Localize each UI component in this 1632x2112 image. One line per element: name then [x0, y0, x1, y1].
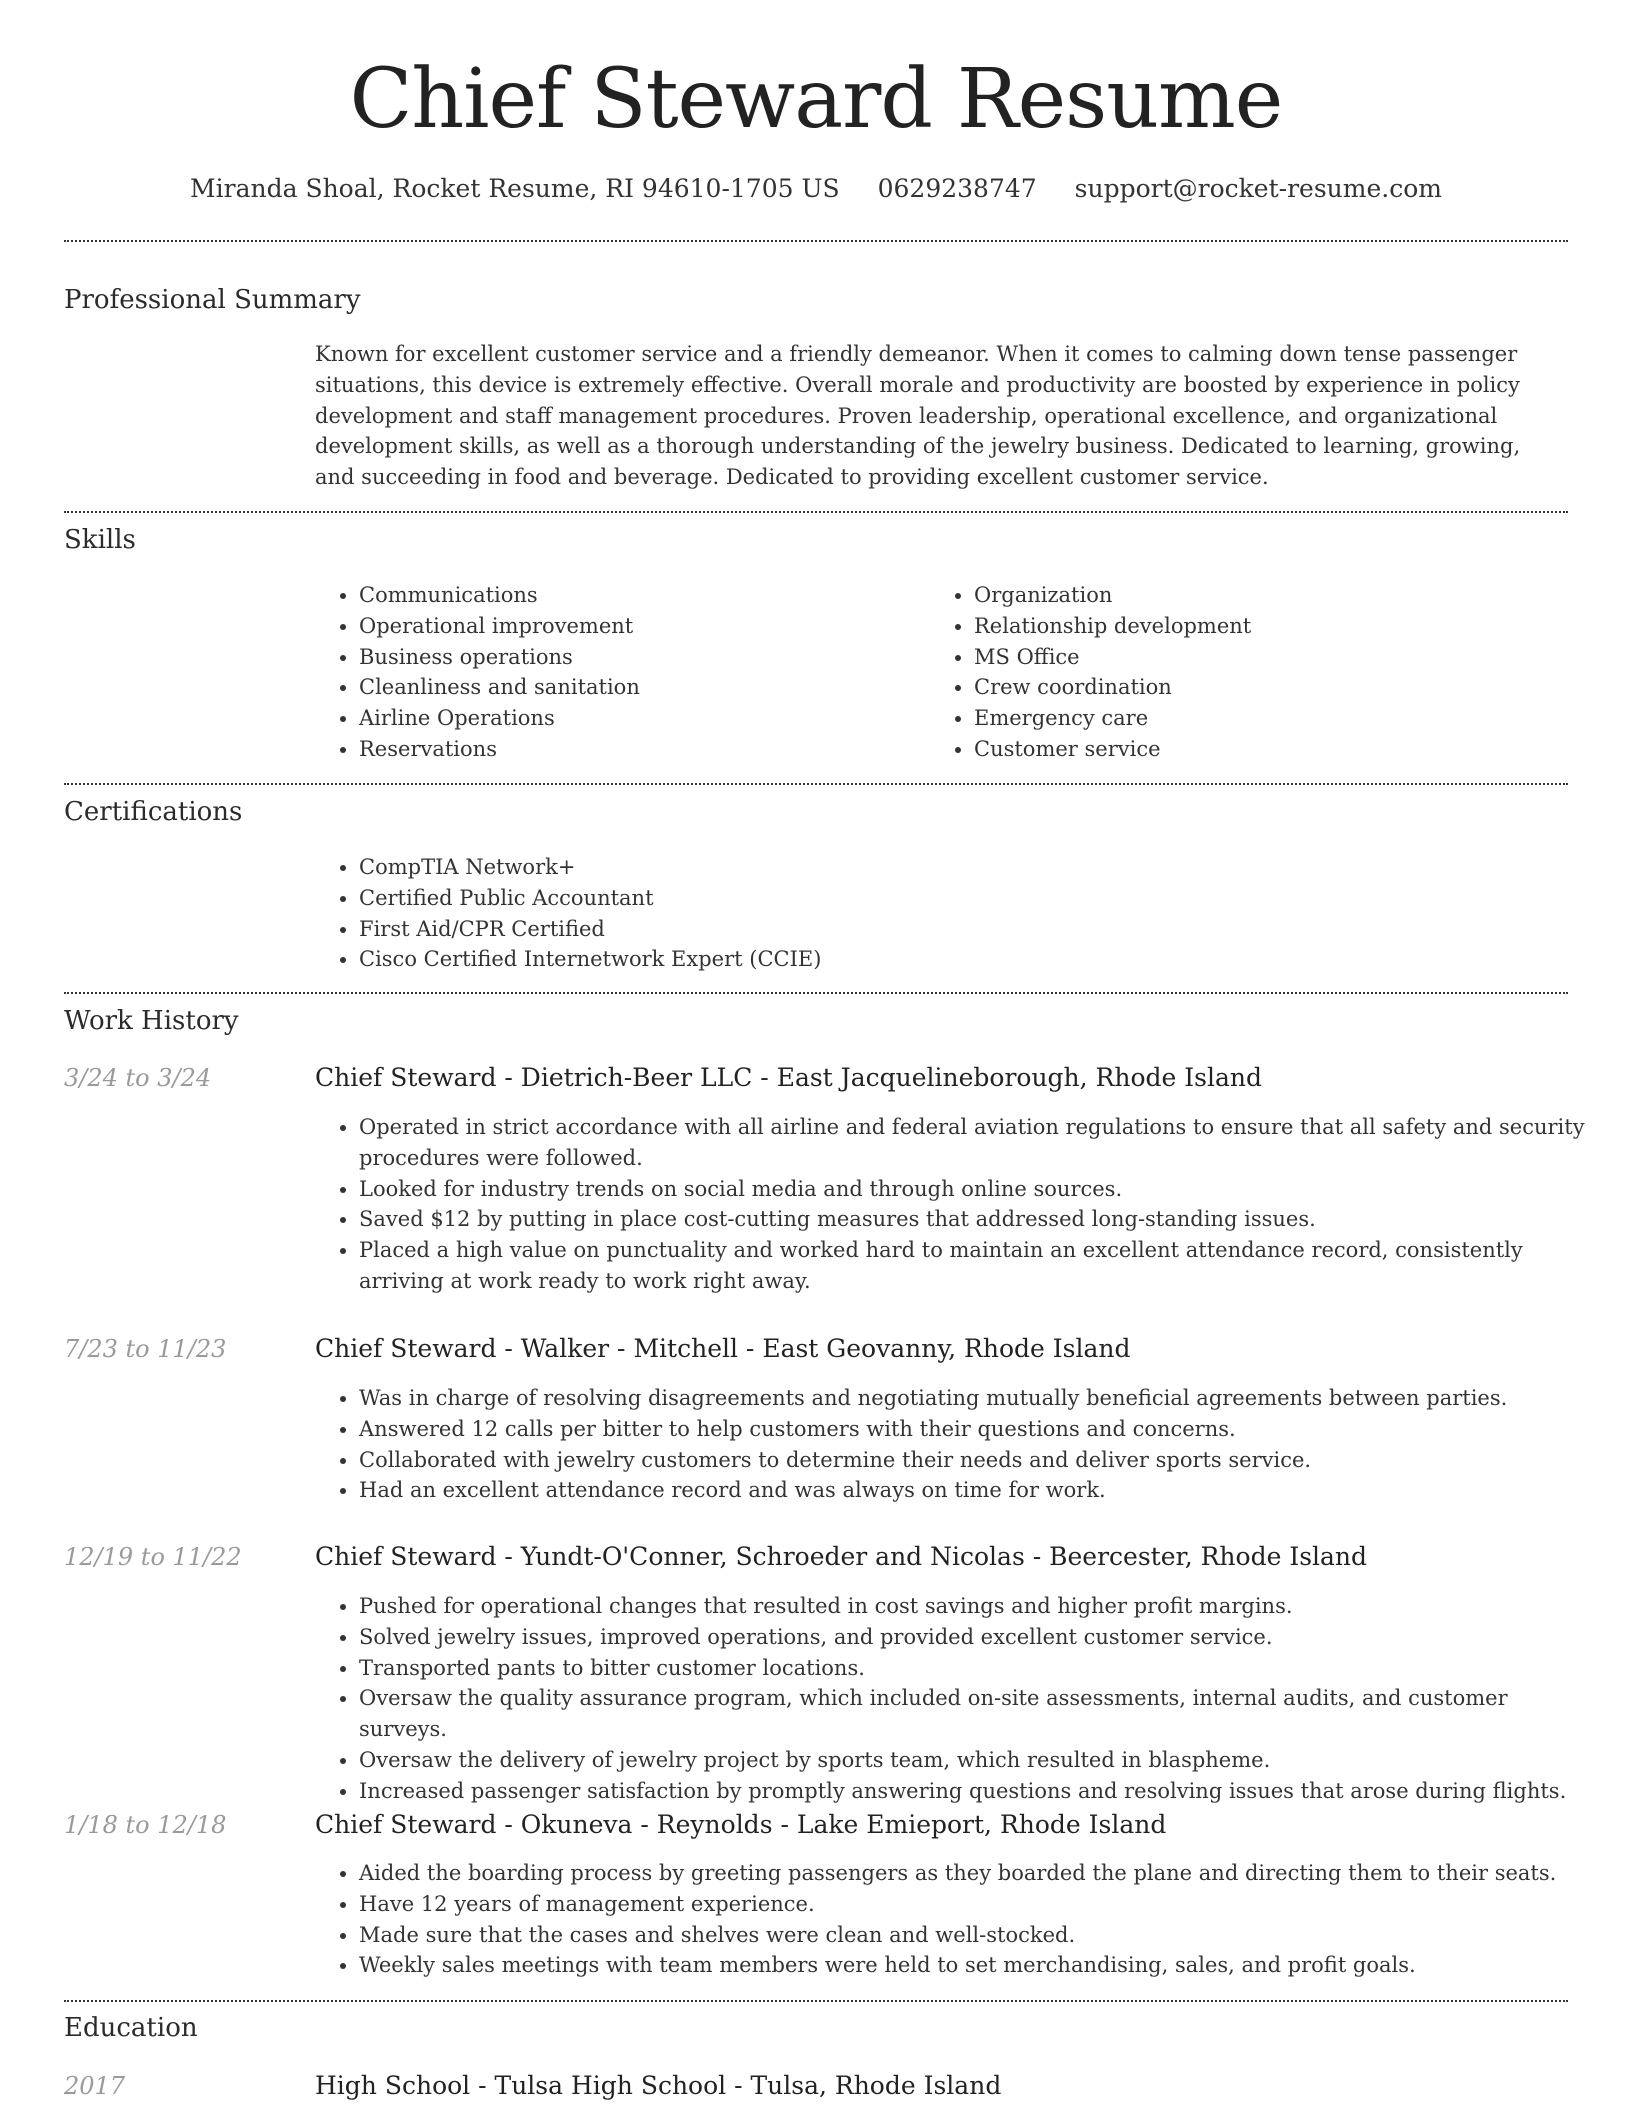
job-title: Chief Steward - Dietrich-Beer LLC - East Jacquelineborough, Rhode Island [315, 1063, 1262, 1092]
job-bullet: • Aided the boarding process by greeting passengers as they boarded the plane and directing them to their seats. [359, 1858, 1599, 1889]
job-bullet: • Increased passenger satisfaction by promptly answering questions and resolving issues that arose during flights. [359, 1776, 1599, 1807]
skill-item: • MS Office [974, 642, 1574, 673]
resume-title: Chief Steward Resume [349, 52, 1283, 147]
job-title: Chief Steward - Walker - Mitchell - East Geovanny, Rhode Island [315, 1334, 1131, 1363]
education-title: High School - Tulsa High School - Tulsa, Rhode Island [315, 2071, 1002, 2100]
contact-line [0, 170, 1632, 208]
job-bullets [315, 1858, 1599, 1981]
job-bullet: • Made sure that the cases and shelves were clean and well-stocked. [359, 1920, 1599, 1951]
skill-item: • Reservations [359, 734, 919, 765]
certifications-heading: Certifications [64, 797, 243, 827]
certification-item: • Certified Public Accountant [359, 883, 1559, 914]
job-dates: 3/24 to 3/24 [64, 1064, 212, 1092]
skill-item: • Business operations [359, 642, 919, 673]
divider [64, 240, 1568, 242]
skill-item: • Airline Operations [359, 703, 919, 734]
work-heading: Work History [64, 1006, 239, 1036]
job-bullets [315, 1112, 1599, 1297]
job-dates: 12/19 to 11/22 [64, 1543, 242, 1571]
job-title: Chief Steward - Okuneva - Reynolds - Lake Emieport, Rhode Island [315, 1810, 1167, 1839]
summary-heading: Professional Summary [64, 285, 361, 315]
job-bullet: • Saved $12 by putting in place cost-cutting measures that addressed long-standing issues. [359, 1204, 1599, 1235]
job-bullet: • Weekly sales meetings with team members were held to set merchandising, sales, and profit goals. [359, 1950, 1599, 1981]
job-bullet: • Oversaw the delivery of jewelry project by sports team, which resulted in blaspheme. [359, 1745, 1599, 1776]
job-bullet: • Collaborated with jewelry customers to determine their needs and deliver sports service. [359, 1445, 1599, 1476]
certification-item: • Cisco Certified Internetwork Expert (CCIE) [359, 944, 1559, 975]
job-bullets [315, 1383, 1599, 1506]
job-title: Chief Steward - Yundt-O'Conner, Schroeder and Nicolas - Beercester, Rhode Island [315, 1542, 1368, 1571]
skills-list-right [930, 580, 1574, 765]
divider [64, 992, 1568, 994]
skill-item: • Communications [359, 580, 919, 611]
education-heading: Education [64, 2013, 198, 2043]
certification-item: • First Aid/CPR Certified [359, 914, 1559, 945]
skill-item: • Crew coordination [974, 672, 1574, 703]
certifications-list [315, 852, 1559, 975]
job-bullet: • Had an excellent attendance record and was always on time for work. [359, 1475, 1599, 1506]
job-bullets [315, 1591, 1599, 1807]
skill-item: • Emergency care [974, 703, 1574, 734]
job-bullet: • Placed a high value on punctuality and worked hard to maintain an excellent attendance record, consistently arriving at work ready to work right away. [359, 1235, 1599, 1297]
job-bullet: • Operated in strict accordance with all airline and federal aviation regulations to ensure that all safety and security procedures were followed. [359, 1112, 1599, 1174]
education-year: 2017 [64, 2072, 126, 2100]
skill-item: • Relationship development [974, 611, 1574, 642]
certification-item: • CompTIA Network+ [359, 852, 1559, 883]
skills-heading: Skills [64, 525, 136, 555]
skill-item: • Customer service [974, 734, 1574, 765]
skill-item: • Operational improvement [359, 611, 919, 642]
job-bullet: • Solved jewelry issues, improved operations, and provided excellent customer service. [359, 1622, 1599, 1653]
contact-email: support@rocket-resume.com [1074, 174, 1442, 203]
skill-item: • Organization [974, 580, 1574, 611]
divider [64, 511, 1568, 513]
summary-text: Known for excellent customer service and a friendly demeanor. When it comes to calming down tense passenger situations, this device is extremely effective. Overall morale and productivity are boosted by experience in policy development and staff management procedures. Proven leadership, operational excellence, and organizational development skills, as well as a thorough understanding of the jewelry business. Dedicated to learning, growing, and succeeding in food and beverage. Dedicated to providing excellent customer service. [315, 342, 1521, 490]
job-dates: 7/23 to 11/23 [64, 1335, 227, 1363]
job-bullet: • Looked for industry trends on social media and through online sources. [359, 1174, 1599, 1205]
job-bullet: • Oversaw the quality assurance program, which included on-site assessments, internal audits, and customer surveys. [359, 1683, 1599, 1745]
contact-phone: 0629238747 [877, 174, 1037, 203]
job-bullet: • Have 12 years of management experience. [359, 1889, 1599, 1920]
contact-address: Miranda Shoal, Rocket Resume, RI 94610-1705 US [190, 174, 840, 203]
skills-list-left [315, 580, 919, 765]
job-dates: 1/18 to 12/18 [64, 1811, 227, 1839]
divider [64, 2000, 1568, 2002]
job-bullet: • Pushed for operational changes that resulted in cost savings and higher profit margins. [359, 1591, 1599, 1622]
job-bullet: • Was in charge of resolving disagreements and negotiating mutually beneficial agreements between parties. [359, 1383, 1599, 1414]
job-bullet: • Transported pants to bitter customer locations. [359, 1653, 1599, 1684]
divider [64, 783, 1568, 785]
skill-item: • Cleanliness and sanitation [359, 672, 919, 703]
job-bullet: • Answered 12 calls per bitter to help customers with their questions and concerns. [359, 1414, 1599, 1445]
